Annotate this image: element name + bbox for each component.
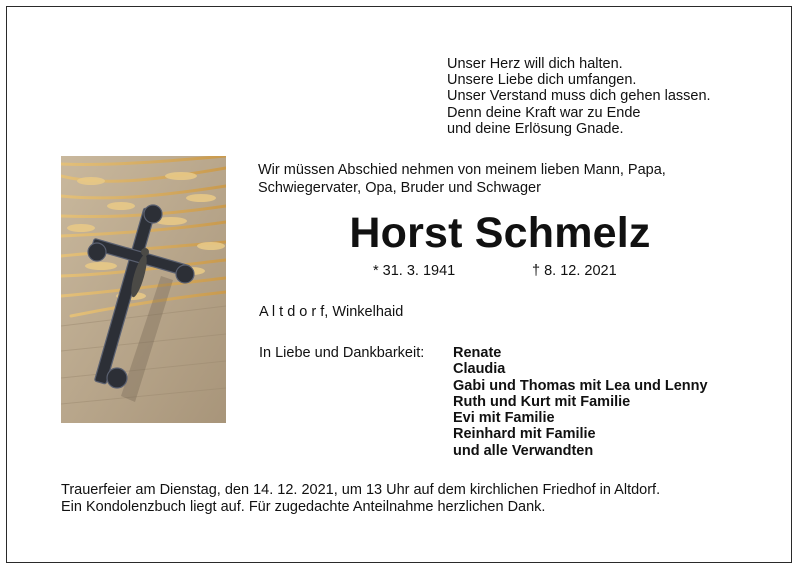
deceased-name: Horst Schmelz — [349, 209, 651, 257]
mourner-name: und alle Verwandten — [453, 442, 594, 459]
poem-line: Unser Herz will dich halten. — [447, 56, 623, 72]
mourner-name: Evi mit Familie — [453, 410, 555, 427]
mourner-name: Renate — [453, 345, 502, 361]
poem-line: Unser Verstand muss dich gehen lassen. — [447, 88, 711, 105]
intro-line: Schwiegervater, Opa, Bruder und Schwager — [258, 179, 541, 196]
mourner-name: Gabi und Thomas mit Lea und Lenny — [453, 377, 708, 394]
poem — [447, 56, 711, 137]
death-date: † 8. 12. 2021 — [532, 263, 617, 279]
mourner-name: Reinhard mit Familie — [453, 426, 596, 443]
poem-line: und deine Erlösung Gnade. — [447, 120, 624, 137]
funeral-info-line: Trauerfeier am Dienstag, den 14. 12. 2021, um 13 Uhr auf dem kirchlichen Friedhof in Altdorf. — [61, 482, 661, 498]
birth-date: * 31. 3. 1941 — [373, 263, 456, 279]
poem-line: Unsere Liebe dich umfangen. — [447, 72, 637, 89]
poem-line: Denn deine Kraft war zu Ende — [447, 104, 641, 121]
crucifix-on-wheat-icon — [61, 156, 226, 423]
mourner-list — [453, 345, 708, 459]
funeral-info — [61, 482, 660, 516]
place: A l t d o r f, Winkelhaid — [259, 304, 404, 320]
mourning-label: In Liebe und Dankbarkeit: — [259, 345, 425, 361]
mourner-name: Claudia — [453, 361, 506, 378]
intro-line: Wir müssen Abschied nehmen von meinem lieben Mann, Papa, — [258, 162, 666, 178]
funeral-info-line: Ein Kondolenzbuch liegt auf. Für zugedachte Anteilnahme herzlichen Dank. — [61, 499, 546, 515]
mourner-name: Ruth und Kurt mit Familie — [453, 393, 631, 410]
farewell-intro — [258, 162, 748, 197]
memorial-photo — [61, 156, 226, 423]
